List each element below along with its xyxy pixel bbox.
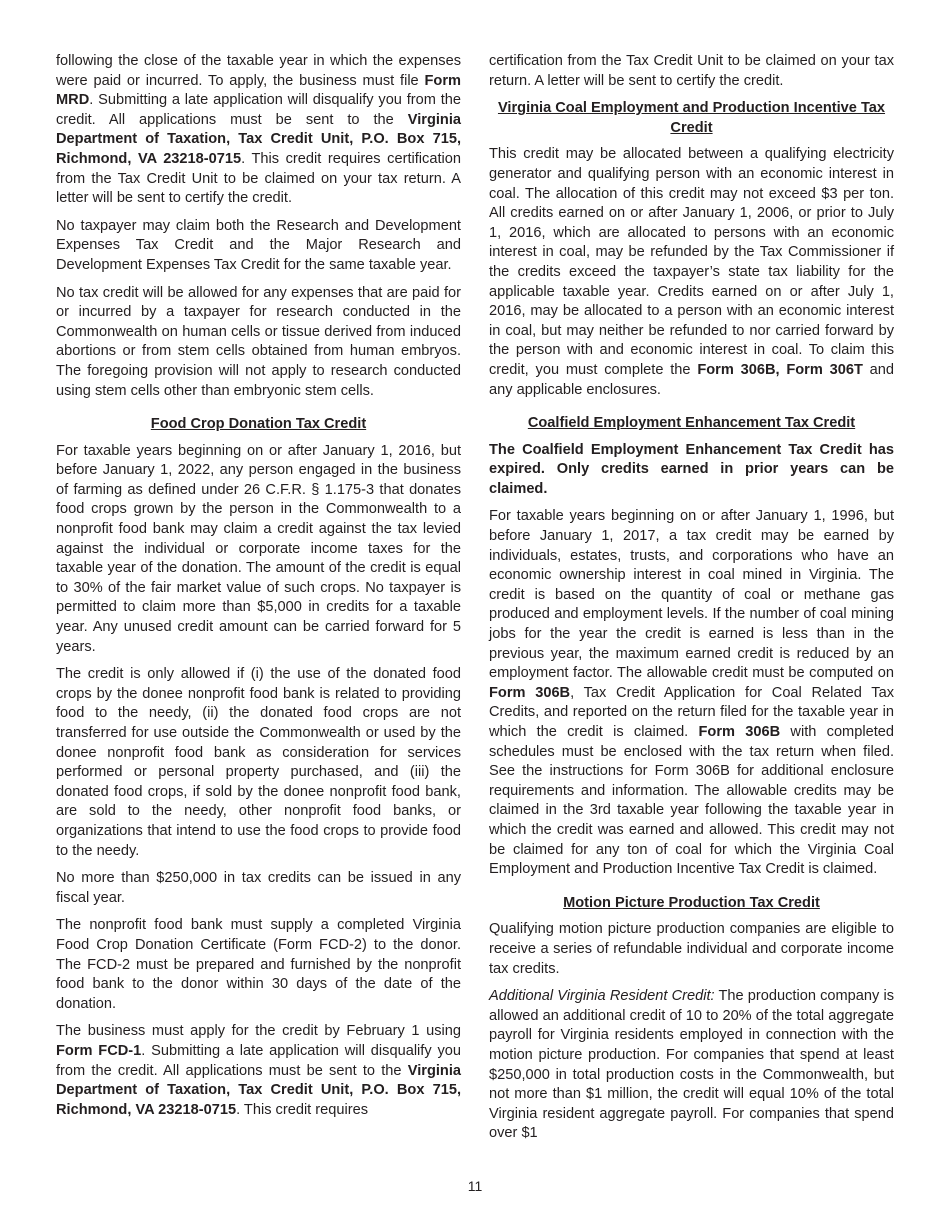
motion-picture-heading: Motion Picture Production Tax Credit bbox=[563, 894, 820, 911]
left-column bbox=[56, 52, 461, 1128]
form-306b-306t-ref: Form 306B, Form 306T bbox=[697, 361, 863, 378]
coalfield-expired-notice: The Coalfield Employment Enhancement Tax Credit has expired. Only credits earned in prior years can be claimed. bbox=[489, 441, 894, 497]
food-crop-paragraph-4: The nonprofit food bank must supply a completed Virginia Food Crop Donation Certificate (Form FCD-2) to the donor. The FCD-2 must be prepared and furnished by the nonprofit food bank to the donor within 30 days of the date of the donation. bbox=[56, 917, 461, 1012]
coalfield-heading: Coalfield Employment Enhancement Tax Credit bbox=[527, 415, 856, 432]
tax-credit-unit-address: Virginia Department of Taxation, Tax Credit Unit, P.O. Box 715, Richmond, VA 23218-0715 bbox=[56, 111, 461, 167]
food-crop-paragraph-3: No more than $250,000 in tax credits can be issued in any fiscal year. bbox=[56, 870, 461, 906]
food-crop-continuation-paragraph: certification from the Tax Credit Unit to be claimed on your tax return. A letter will be sent to certify the credit. bbox=[489, 53, 894, 89]
coal-employment-heading: Virginia Coal Employment and Production Incentive Tax Credit bbox=[497, 100, 886, 136]
coalfield-paragraph: For taxable years beginning on or after January 1, 1996, but before January 1, 2017, a tax credit may be earned by individuals, estates, trusts, and corporations who have an economic ownership interest in coal mined in Virginia. The credit is based on the quantity of coal or methane gas produced and employment levels. If the number of coal mining jobs for the year the credit is earned is less than in the previous year, the maximum earned credit is reduced by an employment factor. The allowable credit must be computed on Form 306B, Tax Credit Application for Coal Related Tax Credits, and reported on the return filed for the taxable year in which the credit is claimed. Form 306B with completed schedules must be enclosed with the tax return when filed. See the instructions for Form 306B for additional enclosure requirements and information. The allowable credits may be claimed in the 3rd taxable year following the taxable year in which the credit was earned and allowed. This credit may not be claimed for any ton of coal for which the Virginia Coal Employment and Production Incentive Tax Credit is claimed. bbox=[489, 508, 894, 878]
no-double-claim-paragraph: No taxpayer may claim both the Research and Development Expenses Tax Credit and the Major Research and Development Expenses Tax Credit for the same taxable year. bbox=[56, 217, 461, 273]
motion-picture-paragraph-2: Additional Virginia Resident Credit: The production company is allowed an additional credit of 10 to 20% of the total aggregate payroll for Virginia residents employed in connection with the motion picture production. For companies that spend at least $250,000 in total production costs in the Commonwealth, but not more than $1 million, the credit will equal 10% of the total Virginia resident aggregate payroll. For companies that spend over $1 bbox=[489, 988, 895, 1142]
page-number: 11 bbox=[467, 1178, 483, 1194]
stem-cell-restriction-paragraph: No tax credit will be allowed for any expenses that are paid for or incurred by a taxpayer for research conducted in the Commonwealth on human cells or tissue derived from induced abortions or from stem cells obtained from human embryos. The foregoing provision will not apply to research conducted using stem cells other than embryonic stem cells. bbox=[56, 284, 461, 399]
resident-credit-label: Additional Virginia Resident Credit: bbox=[489, 988, 715, 1005]
food-crop-paragraph-1: For taxable years beginning on or after January 1, 2016, but before January 1, 2022, any person engaged in the business of farming as defined under 26 C.F.R. § 1.175-3 that donates food crops grown by the person in the Commonwealth to a nonprofit food bank may claim a credit against the tax levied against the individual or corporate income taxes for the taxable year of the donation. The amount of the credit is equal to 30% of the fair market value of such crops. No taxpayer is permitted to claim more than $5,000 in credits for a taxable year. Any unused credit amount can be carried forward for 5 years. bbox=[56, 442, 461, 655]
coal-employment-paragraph: This credit may be allocated between a qualifying electricity generator and qualifying person with an economic interest in coal. The allocation of this credit may not exceed $3 per ton. All credits earned on or after January 1, 2006, or prior to July 1, 2016, which are allocated to persons with an economic interest in coal, may be refunded by the Tax Commissioner if the credits exceed the taxpayer’s state tax liability for the applicable taxable year. Credits earned on or after July 1, 2016, may be allocated to a person with an economic interest in coal, but may neither be refunded to nor carried forward by the person with and economic interest in coal. To claim this credit, you must complete the Form 306B, Form 306T and any applicable enclosures. bbox=[489, 146, 895, 398]
research-credit-application-paragraph: following the close of the taxable year in which the expenses were paid or incurred. To apply, the business must file Form MRD. Submitting a late application will disqualify you from the credit. All applications must be sent to the Virginia Department of Taxation, Tax Credit Unit, P.O. Box 715, Richmond, VA 23218-0715. This credit requires certification from the Tax Credit Unit to be claimed on your tax return. A letter will be sent to certify the credit. bbox=[56, 53, 461, 207]
form-mrd-ref: Form MRD bbox=[56, 72, 461, 109]
form-306b-ref: Form 306B bbox=[698, 724, 781, 740]
motion-picture-paragraph-1: Qualifying motion picture production companies are eligible to receive a series of refundable individual and corporate income tax credits. bbox=[489, 921, 894, 977]
food-crop-paragraph-5: The business must apply for the credit by February 1 using Form FCD-1. Submitting a late application will disqualify you from the credit. All applications must be sent to the Virginia Department of Taxation, Tax Credit Unit, P.O. Box 715, Richmond, VA 23218-0715. This credit requires bbox=[56, 1023, 461, 1118]
form-fcd1-ref: Form FCD-1 bbox=[56, 1042, 142, 1059]
food-crop-paragraph-2: The credit is only allowed if (i) the use of the donated food crops by the donee nonprofit food bank is related to providing food to the needy, (ii) the donated food crops are not transferred for use outside the Commonwealth or used by the donee nonprofit food bank as consideration for services performed or personal property purchased, and (iii) the donated food crops, if sold by the donee nonprofit food bank, are sold to the needy, other nonprofit food banks, or organizations that intend to use the food crops to provide food to the needy. bbox=[56, 666, 461, 859]
food-crop-heading: Food Crop Donation Tax Credit bbox=[150, 416, 367, 433]
form-306b-ref: Form 306B bbox=[489, 684, 571, 701]
right-column bbox=[489, 52, 894, 1152]
tax-credit-unit-address: Virginia Department of Taxation, Tax Credit Unit, P.O. Box 715, Richmond, VA 23218-0715 bbox=[56, 1062, 461, 1118]
